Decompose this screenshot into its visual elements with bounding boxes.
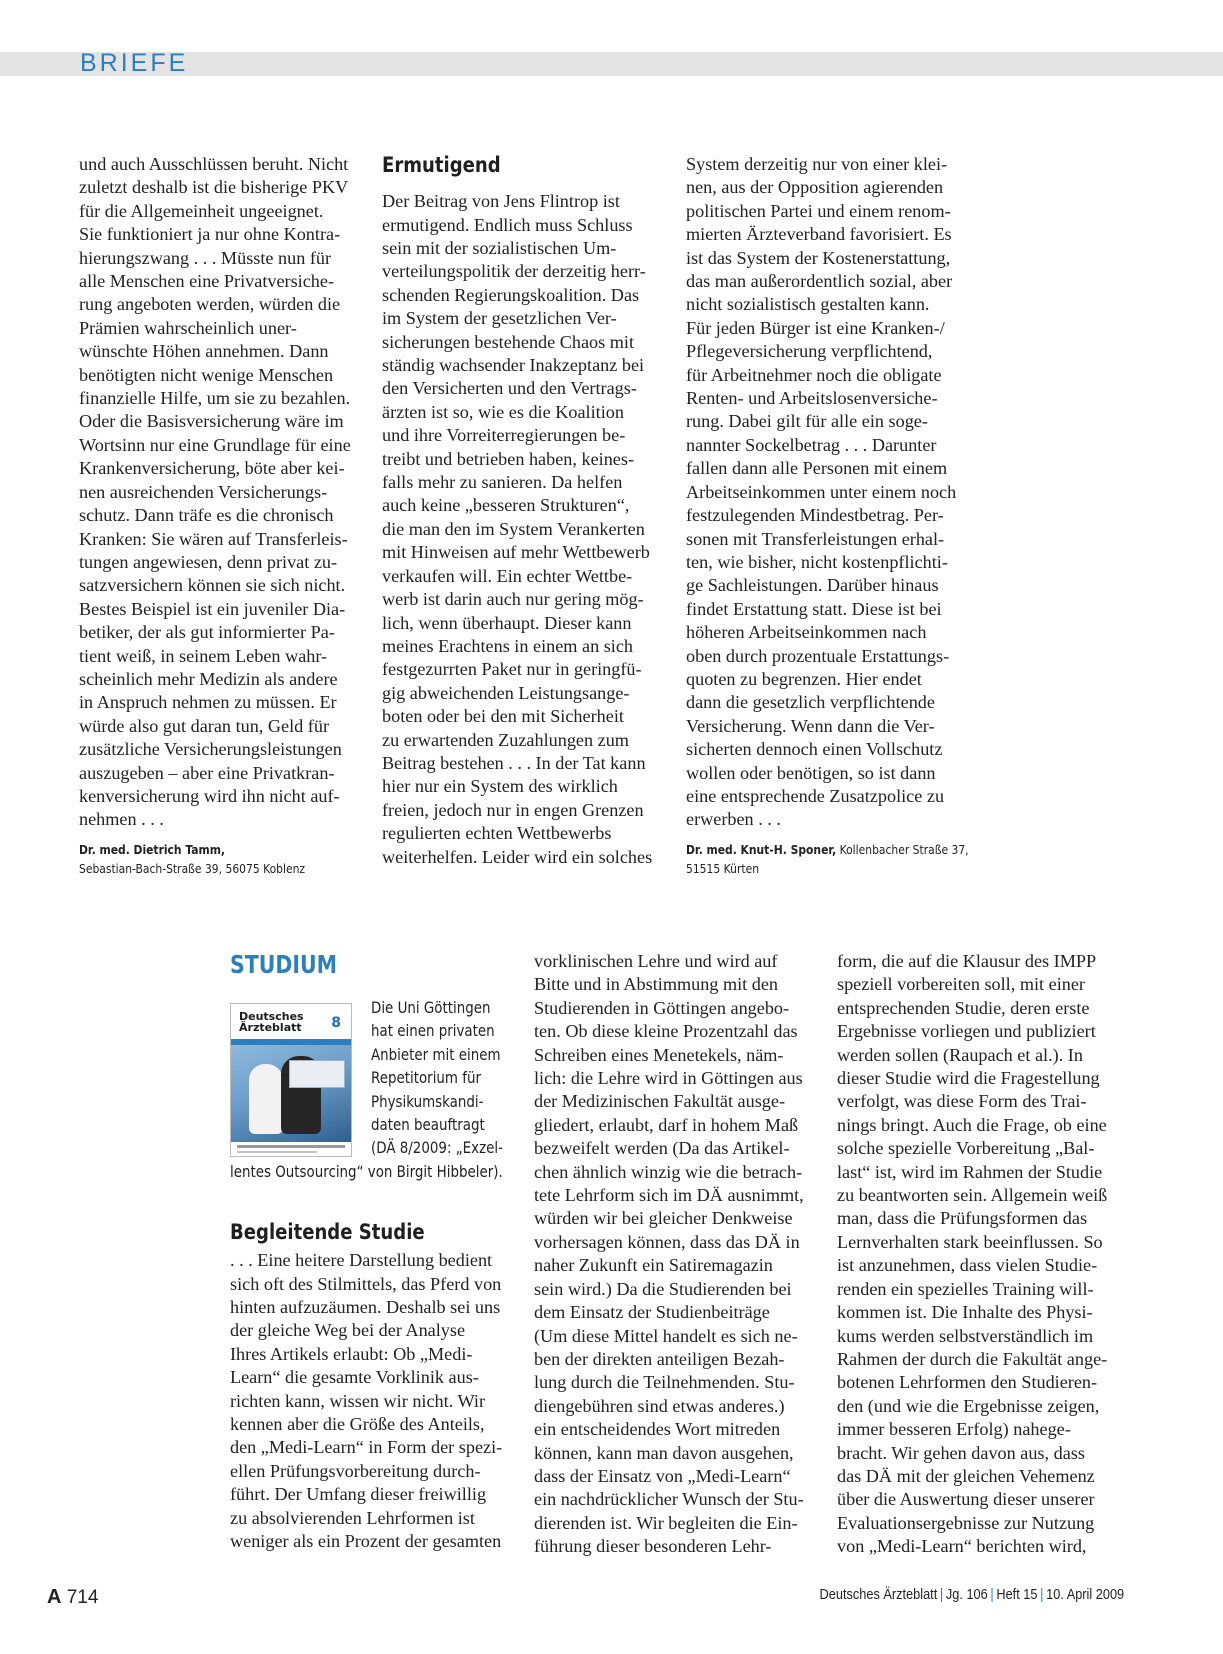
text-line: Lernverhalten stark beeinflussen. So — [837, 1231, 1103, 1252]
text-line: wollen oder benötigen, so ist dann — [686, 762, 936, 783]
author-address-line-2: 51515 Kürten — [686, 860, 760, 876]
text-line: benötigten nicht wenige Menschen — [79, 364, 334, 385]
author-address: Sebastian-Bach-Straße 39, 56075 Koblenz — [79, 860, 306, 876]
text-line: hier nur ein System des wirklich — [382, 776, 618, 797]
text-line: rung angeboten werden, würden die — [79, 294, 341, 315]
letter-signature — [686, 840, 969, 878]
text-line: nehmen . . . — [79, 809, 164, 830]
text-line: alle Menschen eine Privatversiche- — [79, 271, 335, 292]
letter-column-2 — [382, 153, 672, 869]
text-line: gig abweichenden Leistungsange- — [382, 682, 630, 703]
text-line: sich oft des Stilmittels, das Pferd von — [230, 1273, 502, 1294]
text-line: und auch Ausschlüssen beruht. Nicht — [79, 154, 349, 174]
text-line: erwerben . . . — [686, 809, 781, 830]
text-line: sein wird.) Da die Studierenden bei — [534, 1278, 792, 1299]
text-line: eine entsprechende Zusatzpolice zu — [686, 785, 945, 806]
text-line: vorklinischen Lehre und wird auf — [534, 951, 778, 971]
text-line: dem Einsatz der Studienbeiträge — [534, 1302, 770, 1323]
text-line: System derzeitig nur von einer klei- — [686, 154, 948, 174]
text-line: Renten- und Arbeitslosenversiche- — [686, 388, 938, 409]
text-line: ein nachdrücklicher Wunsch der Stu- — [534, 1489, 804, 1510]
text-line: führung dieser besonderen Lehr- — [534, 1536, 772, 1557]
text-line: ein entscheidendes Wort mitreden — [534, 1419, 781, 1440]
author-name: Dr. med. Knut-H. Sponer, — [686, 841, 837, 857]
text-line: auszugeben – aber eine Privatkran- — [79, 762, 335, 783]
text-line: den (und wie die Ergebnisse zeigen, — [837, 1395, 1100, 1416]
text-line: dann die gesetzlich verpflichtende — [686, 692, 935, 713]
text-line: ge Sachleistungen. Darüber hinaus — [686, 575, 939, 596]
text-line: auch keine „besseren Strukturen“, — [382, 495, 630, 516]
text-line: findet Erstattung statt. Diese ist bei — [686, 598, 942, 619]
letter-column-3 — [686, 153, 986, 878]
text-line: scheinlich mehr Medizin als andere — [79, 668, 338, 689]
text-line: würden wir bei gleicher Denkweise — [534, 1208, 793, 1229]
text-line: (Um diese Mittel handelt es sich ne- — [534, 1325, 798, 1346]
text-line: sicherungen bestehende Chaos mit — [382, 331, 635, 352]
text-line: hinten aufzuzäumen. Deshalb sei uns — [230, 1297, 501, 1317]
text-line: mit Hinweisen auf mehr Wettbewerb — [382, 542, 650, 563]
studium-body — [534, 950, 824, 1559]
text-line: tient weiß, in seinem Leben wahr- — [79, 645, 328, 666]
text-line: und ihre Vorreiterregierungen be- — [382, 425, 626, 446]
page-number: A 714 — [47, 1586, 99, 1608]
text-line: sein mit der sozialistischen Um- — [382, 238, 617, 258]
cover-headline-box — [289, 1060, 345, 1088]
text-line: rung. Dabei gilt für alle ein soge- — [686, 411, 928, 432]
studium-column-3 — [837, 950, 1137, 1559]
author-address: Kollenbacher Straße 37, — [836, 841, 969, 857]
letter-body — [382, 190, 672, 869]
text-line: ermutigend. Endlich muss Schluss — [382, 214, 633, 235]
text-line: zuletzt deshalb ist die bisherige PKV — [79, 177, 349, 198]
text-line: Kranken: Sie wären auf Transferleis- — [79, 528, 348, 549]
text-line: mierten Ärzteverband favorisiert. Es — [686, 224, 952, 245]
text-line: zu absolvierenden Lehrformen ist — [230, 1507, 475, 1528]
text-line: werden sollen (Raupach et al.). In — [837, 1044, 1083, 1065]
text-line: zusätzliche Versicherungsleistungen — [79, 739, 342, 760]
text-line: das DÄ mit der gleichen Vehemenz — [837, 1465, 1095, 1486]
text-line: ist das System der Kostenerstattung, — [686, 247, 951, 268]
text-line: fallen dann alle Personen mit einem — [686, 458, 948, 479]
text-line: quoten zu begrenzen. Hier endet — [686, 668, 922, 689]
text-line: ärzten ist so, wie es die Koalition — [382, 401, 624, 422]
text-line: lich, wenn überhaupt. Dieser kann — [382, 612, 632, 633]
text-line: lich: die Lehre wird in Göttingen aus — [534, 1068, 803, 1089]
text-line: führt. Der Umfang dieser freiwillig — [230, 1484, 487, 1505]
text-line: dieser Studie wird die Fragestellung — [837, 1068, 1100, 1089]
text-line: lung durch die Teilnehmenden. Stu- — [534, 1372, 795, 1393]
text-line: tungen angewiesen, denn privat zu- — [79, 551, 338, 572]
text-line: den Versicherten und den Vertrags- — [382, 378, 637, 399]
text-line: immer besseren Erfolg) nahege- — [837, 1419, 1071, 1440]
text-line: ben der direkten anteiligen Bezah- — [534, 1348, 785, 1369]
cover-footer-line-2 — [237, 1151, 317, 1153]
text-line: meines Erachtens in einem an sich — [382, 635, 634, 656]
text-line: richten kann, wissen wir nicht. Wir — [230, 1390, 486, 1411]
text-line: den „Medi-Learn“ in Form der spezi- — [230, 1437, 503, 1458]
text-line: treibt und betrieben haben, keines- — [382, 448, 635, 469]
journal-name: Deutsches Ärzteblatt — [819, 1587, 938, 1603]
text-line: form, die auf die Klausur des IMPP — [837, 951, 1097, 971]
text-line: kenversicherung wird ihn nicht auf- — [79, 785, 340, 806]
text-line: Pflegeversicherung verpflichtend, — [686, 341, 933, 362]
magazine-cover-image — [230, 1003, 352, 1157]
letter-column-1 — [79, 153, 369, 878]
text-line: der gleiche Weg bei der Analyse — [230, 1320, 466, 1341]
text-line: ist anzunehmen, dass vielen Studie- — [837, 1255, 1098, 1276]
text-line: werb ist darin auch nur gering mög- — [382, 589, 644, 610]
text-line: falls mehr zu sanieren. Da helfen — [382, 472, 623, 493]
text-line: vorhersagen können, dass das DÄ in — [534, 1231, 800, 1252]
journal-issue: Heft 15 — [996, 1587, 1038, 1603]
text-line: weniger als ein Prozent der gesamten — [230, 1531, 502, 1552]
letter-heading: Ermutigend — [382, 153, 501, 177]
text-line: nannter Sockelbetrag . . . Darunter — [686, 434, 937, 455]
text-line: ellen Prüfungsvorbereitung durch- — [230, 1460, 481, 1481]
author-name: Dr. med. Dietrich Tamm, — [79, 841, 226, 857]
studium-column-2 — [534, 950, 824, 1559]
text-line: Wortsinn nur eine Grundlage für eine — [79, 434, 351, 455]
text-line: Studierenden in Göttingen angebo- — [534, 997, 790, 1018]
section-label: BRIEFE — [80, 49, 189, 77]
text-line: kommen ist. Die Inhalte des Physi- — [837, 1302, 1093, 1323]
text-line: von „Medi-Learn“ berichten wird, — [837, 1536, 1087, 1557]
text-line: freien, jedoch nur in engen Grenzen — [382, 799, 644, 820]
text-line: bezweifelt werden (Da das Artikel- — [534, 1138, 790, 1159]
text-line: schutz. Dann träfe es die chronisch — [79, 505, 334, 526]
text-line: ten. Ob diese kleine Prozentzahl das — [534, 1021, 798, 1042]
text-line: man, dass die Prüfungsformen das — [837, 1208, 1088, 1229]
journal-footer: Deutsches Ärzteblatt | Jg. 106 | Heft 15 | 10. April 2009 — [819, 1587, 1124, 1603]
studium-body — [837, 950, 1137, 1559]
text-line: für Arbeitnehmer noch die obligate — [686, 364, 942, 385]
text-line: solche spezielle Vorbereitung „Bal- — [837, 1138, 1095, 1159]
text-line: Bitte und in Abstimmung mit den — [534, 974, 779, 995]
text-line: boten oder bei den mit Sicherheit — [382, 706, 624, 727]
text-line: die man den im System Verankerten — [382, 518, 645, 539]
text-line: finanzielle Hilfe, um sie zu bezahlen. — [79, 388, 351, 409]
text-line: tete Lehrform sich im DÄ ausnimmt, — [534, 1185, 804, 1206]
text-line: Der Beitrag von Jens Flintrop ist — [382, 191, 620, 212]
text-line: Krankenversicherung, böte aber kei- — [79, 458, 345, 479]
text-line: sonen mit Transferleistungen erhal- — [686, 528, 945, 549]
text-line: können, kann man davon ausgehen, — [534, 1442, 794, 1463]
text-line: ständig wachsender Inakzeptanz bei — [382, 355, 645, 376]
text-line: zu erwartenden Zuzahlungen zum — [382, 729, 629, 750]
text-line: der Medizinischen Fakultät ausge- — [534, 1091, 786, 1112]
letter-body — [686, 153, 986, 832]
text-line: Prämien wahrscheinlich uner- — [79, 317, 297, 338]
text-line: nicht sozialistisch gestalten kann. — [686, 294, 930, 315]
text-line: verkaufen will. Ein echter Wettbe- — [382, 565, 633, 586]
journal-date: 10. April 2009 — [1045, 1587, 1124, 1603]
text-line: hierungszwang . . . Müsste nun für — [79, 247, 332, 268]
studium-subheading: Begleitende Studie — [230, 1220, 425, 1244]
text-line: kums werden selbstverständlich im — [837, 1325, 1094, 1346]
text-line: Evaluationsergebnisse zur Nutzung — [837, 1512, 1095, 1533]
text-line: Versicherung. Wenn dann die Ver- — [686, 715, 935, 736]
text-line: wünschte Höhen annehmen. Dann — [79, 341, 329, 362]
text-line: zu beantworten sein. Allgemein weiß — [837, 1185, 1108, 1206]
cover-title: Deutsches Ärzteblatt — [239, 1010, 304, 1034]
text-line: schenden Regierungskoalition. Das — [382, 284, 640, 305]
text-line: dass der Einsatz von „Medi-Learn“ — [534, 1465, 791, 1486]
letter-body — [79, 153, 369, 832]
studium-intro-wrapped: Die Uni Göttingen hat einen privaten Anbieter mit einem Repetitorium für Physikumskandi- daten beauftragt (DÄ 8/2009: „Exzel- — [371, 999, 503, 1158]
text-line: Oder die Basisversicherung wäre im — [79, 411, 344, 432]
text-line: betiker, der als gut informierter Pa- — [79, 622, 335, 643]
text-line: Rahmen der durch die Fakultät ange- — [837, 1348, 1108, 1369]
text-line: verfolgt, was diese Form des Trai- — [837, 1091, 1087, 1112]
studium-body — [230, 1249, 520, 1553]
cover-figure-white — [249, 1064, 283, 1134]
text-line: Für jeden Bürger ist eine Kranken-/ — [686, 317, 945, 338]
text-line: würde also gut daran tun, Geld für — [79, 715, 330, 736]
text-line: für die Allgemeinheit ungeeignet. — [79, 200, 324, 221]
text-line: bracht. Wir gehen davon aus, dass — [837, 1442, 1085, 1463]
text-line: nen, aus der Opposition agierenden — [686, 177, 944, 198]
text-line: renden ein spezielles Training will- — [837, 1278, 1094, 1299]
text-line: gliedert, erlaubt, darf in hohem Maß — [534, 1114, 799, 1135]
text-line: speziell vorbereiten soll, mit einer — [837, 974, 1085, 995]
text-line: diengebühren sind etwas anderes.) — [534, 1395, 785, 1416]
text-line: politischen Partei und einem renom- — [686, 200, 951, 221]
text-line: last“ ist, wird im Rahmen der Studie — [837, 1161, 1103, 1182]
text-line: höheren Arbeitseinkommen nach — [686, 622, 927, 643]
text-line: im System der gesetzlichen Ver- — [382, 308, 617, 329]
text-line: verteilungspolitik der derzeitig herr- — [382, 261, 646, 282]
text-line: . . . Eine heitere Darstellung bedient — [230, 1250, 493, 1271]
text-line: festzulegenden Mindestbetrag. Per- — [686, 505, 944, 526]
text-line: Learn“ die gesamte Vorklinik aus- — [230, 1367, 479, 1388]
text-line: Schreiben eines Menetekels, näm- — [534, 1044, 784, 1065]
text-line: Ihres Artikels erlaubt: Ob „Medi- — [230, 1343, 473, 1364]
text-line: das man außerordentlich sozial, aber — [686, 271, 953, 292]
text-line: Arbeitseinkommen unter einem noch — [686, 481, 957, 502]
studium-column-1 — [230, 1220, 520, 1553]
text-line: oben durch prozentuale Erstattungs- — [686, 645, 950, 666]
text-line: nings bringt. Auch die Frage, ob eine — [837, 1114, 1107, 1135]
text-line: Ergebnisse vorliegen und publiziert — [837, 1021, 1096, 1042]
text-line: über die Auswertung dieser unserer — [837, 1489, 1095, 1510]
text-line: in Anspruch nehmen zu müssen. Er — [79, 692, 337, 713]
letter-signature — [79, 840, 328, 878]
text-line: naher Zukunft ein Satiremagazin — [534, 1255, 773, 1276]
text-line: nen ausreichenden Versicherungs- — [79, 481, 328, 502]
text-line: regulierten echten Wettbewerbs — [382, 823, 612, 844]
studium-intro-last-line: lentes Outsourcing“ von Birgit Hibbeler). — [230, 1163, 503, 1181]
text-line: kennen aber die Größe des Anteils, — [230, 1414, 485, 1435]
text-line: chen ähnlich winzig wie die betrach- — [534, 1161, 803, 1182]
text-line: entsprechenden Studie, deren erste — [837, 997, 1090, 1018]
text-line: satzversichern können sie sich nicht. — [79, 575, 346, 596]
journal-volume: Jg. 106 — [945, 1587, 988, 1603]
text-line: festgezurrten Paket nur in geringfü- — [382, 659, 642, 680]
studium-title: STUDIUM — [230, 950, 338, 979]
text-line: sicherten dennoch einen Vollschutz — [686, 739, 943, 760]
cover-footer-line — [237, 1145, 345, 1148]
text-line: Beitrag bestehen . . . In der Tat kann — [382, 752, 646, 773]
cover-issue-number: 8 — [331, 1015, 341, 1031]
text-line: weiterhelfen. Leider wird ein solches — [382, 846, 653, 867]
text-line: Bestes Beispiel ist ein juveniler Dia- — [79, 598, 346, 619]
text-line: botenen Lehrformen den Studieren- — [837, 1372, 1098, 1393]
text-line: ten, wie bisher, nicht kostenpflichti- — [686, 551, 948, 572]
text-line: dierenden ist. Wir begleiten die Ein- — [534, 1512, 798, 1533]
text-line: Sie funktioniert ja nur ohne Kontra- — [79, 224, 341, 245]
